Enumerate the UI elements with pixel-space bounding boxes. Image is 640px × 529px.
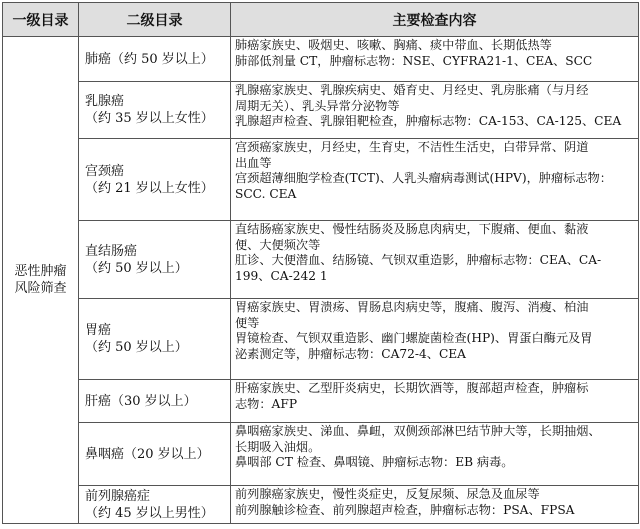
- detail-cell: [231, 486, 639, 524]
- detail-line: 出血等: [235, 155, 272, 170]
- detail-cell: [231, 299, 639, 380]
- detail-line: 便、大便频次等: [235, 237, 321, 252]
- detail-line: 志物：AFP: [235, 396, 298, 411]
- category-cell: [79, 486, 231, 524]
- category-label: 前列腺癌症: [85, 488, 151, 504]
- category-cell: [79, 423, 231, 486]
- detail-cell: [231, 82, 639, 139]
- detail-line: 泌素测定等，肿瘤标志物：CA72-4、CEA: [235, 346, 466, 361]
- detail-line: 前列腺触诊检查、前列腺超声检查，肿瘤标志物：PSA、FPSA: [235, 502, 575, 517]
- screening-table: [2, 2, 639, 524]
- category-cell: [79, 82, 231, 139]
- table-row: [3, 423, 639, 486]
- category-age: （约 50 岁以上）: [85, 260, 188, 276]
- detail-cell: [231, 139, 639, 221]
- detail-cell: [231, 423, 639, 486]
- detail-line: 直结肠癌家族史、慢性结肠炎及肠息肉病史，下腹痛、便血、黏液: [235, 222, 589, 236]
- category-age: （约 45 岁以上男性）: [85, 505, 214, 521]
- category-age: （约 35 岁以上女性）: [85, 111, 214, 126]
- category-label: 胃癌: [85, 323, 112, 338]
- detail-line: 胃镜检查、气钡双重造影、幽门螺旋菌检查(HP)、胃蛋白酶元及胃: [235, 331, 593, 346]
- detail-line: 肺部低剂量 CT，肿瘤标志物：NSE、CYFRA21-1、CEA、SCC: [235, 53, 593, 68]
- category-label: 乳腺癌: [85, 94, 125, 109]
- table-row: [3, 380, 639, 423]
- table-row: [3, 37, 639, 82]
- detail-cell: [231, 221, 639, 299]
- detail-line: SCC. CEA: [235, 186, 297, 201]
- category-age: （约 21 岁以上女性）: [85, 180, 214, 196]
- detail-line: 宫颈超薄细胞学检查(TCT)、人乳头瘤病毒测试(HPV)，肿瘤标志物：: [235, 171, 612, 186]
- detail-cell: [231, 380, 639, 423]
- detail-line: 前列腺癌家族史，慢性炎症史，反复尿频、尿急及血尿等: [235, 487, 540, 501]
- detail-line: 肺癌家族史、吸烟史、咳嗽、胸痛、痰中带血、长期低热等: [235, 38, 552, 52]
- table-row: [3, 82, 639, 139]
- group-label-line: 恶性肿瘤: [14, 264, 67, 279]
- category-cell: [79, 139, 231, 221]
- detail-line: 199、CA-242 1: [235, 268, 328, 283]
- detail-line: 鼻咽部 CT 检查、鼻咽镜、肿瘤标志物：EB 病毒。: [235, 455, 514, 470]
- detail-line: 宫颈癌家族史，月经史，生育史，不洁性生活史，白带异常、阴道: [235, 140, 589, 154]
- header-level2: 二级目录: [79, 3, 231, 37]
- detail-line: 鼻咽癌家族史、涕血、鼻衄，双侧颈部淋巴结节肿大等，长期抽烟、: [235, 424, 601, 438]
- header-level1: 一级目录: [3, 3, 79, 37]
- group-cell: [3, 37, 79, 524]
- table-row: [3, 139, 639, 221]
- category-age: （约 50 岁以上）: [85, 340, 188, 355]
- category-cell: [79, 221, 231, 299]
- category-cell: [79, 37, 231, 82]
- category-label: 肺癌（约 50 岁以上）: [85, 51, 214, 67]
- table-row: [3, 486, 639, 524]
- detail-line: 肛诊、大便潜血、结肠镜、气钡双重造影，肿瘤标志物：CEA、CA-: [235, 253, 602, 268]
- detail-cell: [231, 37, 639, 82]
- category-label: 鼻咽癌（20 岁以上）: [85, 446, 210, 462]
- detail-line: 周期无关）、乳头异常分泌物等: [235, 98, 400, 113]
- table-row: [3, 299, 639, 380]
- detail-line: 肝癌家族史、乙型肝炎病史，长期饮酒等，腹部超声检查，肿瘤标: [235, 381, 589, 395]
- detail-line: 胃癌家族史、胃溃疡、胃肠息肉病史等，腹痛、腹泻、消瘦、柏油: [235, 300, 589, 314]
- category-cell: [79, 299, 231, 380]
- category-label: 肝癌（30 岁以上）: [85, 393, 197, 409]
- category-cell: [79, 380, 231, 423]
- detail-line: 乳腺超声检查、乳腺钼靶检查，肿瘤标志物：CA-153、CA-125、CEA: [235, 114, 622, 129]
- header-content: 主要检查内容: [231, 3, 639, 37]
- detail-line: 乳腺癌家族史、乳腺疾病史、婚育史、月经史、乳房胀痛（与月经: [235, 83, 589, 97]
- category-label: 直结肠癌: [85, 243, 138, 259]
- table-row: [3, 221, 639, 299]
- detail-line: 便等: [235, 315, 260, 330]
- group-label-line: 风险筛查: [14, 281, 67, 296]
- detail-line: 长期吸入油烟。: [235, 439, 321, 454]
- header-row: [3, 3, 639, 37]
- category-label: 宫颈癌: [85, 163, 125, 179]
